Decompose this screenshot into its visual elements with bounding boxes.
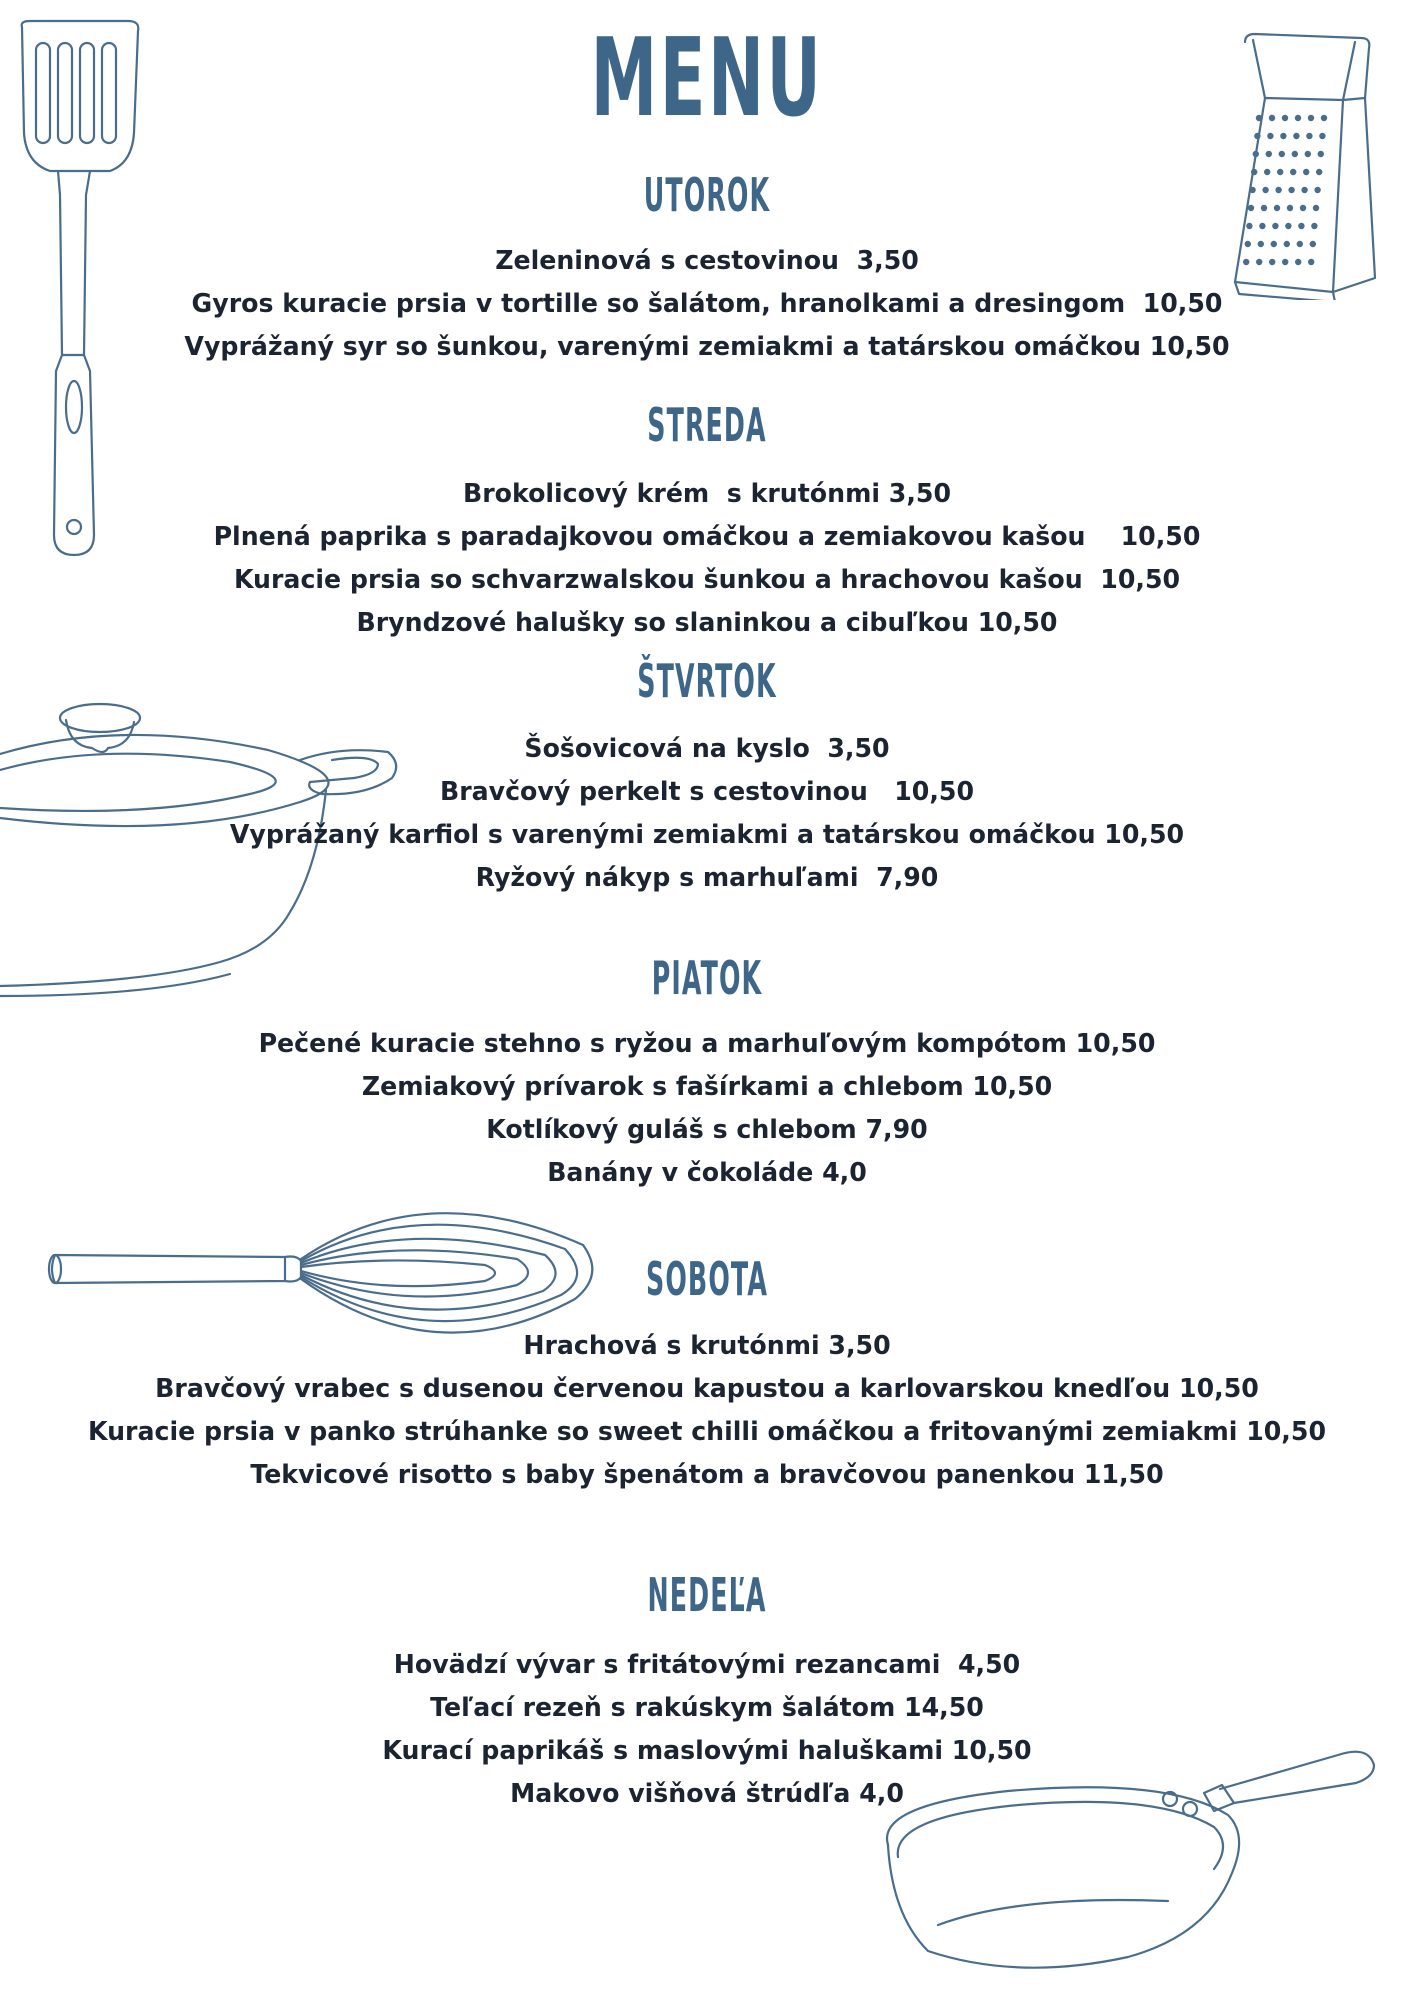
day-heading: UTOROK bbox=[643, 168, 771, 222]
menu-item: Kotlíkový guláš s chlebom 7,90 bbox=[486, 1115, 928, 1145]
menu-item: Kuracie prsia so schvarzwalskou šunkou a hrachovou kašou 10,50 bbox=[233, 565, 1181, 595]
menu-item: Kurací paprikáš s maslovými haluškami 10,50 bbox=[382, 1736, 1032, 1766]
menu-item: Hrachová s krutónmi 3,50 bbox=[523, 1331, 891, 1361]
page-title: MENU bbox=[590, 16, 824, 141]
menu-item: Hovädzí vývar s fritátovými rezancami 4,50 bbox=[393, 1650, 1021, 1680]
menu-item: Vyprážaný karfiol s varenými zemiakmi a tatárskou omáčkou 10,50 bbox=[229, 820, 1185, 850]
day-heading: PIATOK bbox=[651, 951, 763, 1005]
menu-item: Zeleninová s cestovinou 3,50 bbox=[495, 246, 919, 276]
menu-item: Kuracie prsia v panko strúhanke so sweet chilli omáčkou a fritovanými zemiakmi 10,50 bbox=[88, 1417, 1326, 1447]
menu-item: Bravčový perkelt s cestovinou 10,50 bbox=[439, 777, 975, 807]
menu-item: Bravčový vrabec s dusenou červenou kapustou a karlovarskou knedľou 10,50 bbox=[155, 1374, 1259, 1404]
menu-item: Makovo višňová štrúdľa 4,0 bbox=[510, 1779, 904, 1809]
menu-item: Pečené kuracie stehno s ryžou a marhuľovým kompótom 10,50 bbox=[258, 1029, 1156, 1059]
menu-item: Teľací rezeň s rakúskym šalátom 14,50 bbox=[430, 1693, 984, 1723]
menu-item: Banány v čokoláde 4,0 bbox=[547, 1158, 867, 1188]
menu-item: Ryžový nákyp s marhuľami 7,90 bbox=[475, 863, 939, 893]
menu-item: Zemiakový prívarok s fašírkami a chlebom 10,50 bbox=[361, 1072, 1053, 1102]
menu-item: Tekvicové risotto s baby špenátom a bravčovou panenkou 11,50 bbox=[250, 1460, 1164, 1490]
frying-pan-icon bbox=[868, 1745, 1388, 1975]
spatula-icon bbox=[0, 15, 160, 560]
menu-item: Šošovicová na kyslo 3,50 bbox=[524, 734, 890, 764]
menu-item: Plnená paprika s paradajkovou omáčkou a zemiakovou kašou 10,50 bbox=[213, 522, 1201, 552]
day-heading: STREDA bbox=[647, 398, 767, 452]
day-heading: ŠTVRTOK bbox=[637, 654, 777, 708]
day-heading: SOBOTA bbox=[646, 1252, 768, 1306]
menu-item: Gyros kuracie prsia v tortille so šalátom, hranolkami a dresingom 10,50 bbox=[191, 289, 1223, 319]
menu-item: Brokolicový krém s krutónmi 3,50 bbox=[462, 479, 952, 509]
menu-item: Bryndzové halušky so slaninkou a cibuľkou 10,50 bbox=[356, 608, 1058, 638]
menu-item: Vyprážaný syr so šunkou, varenými zemiakmi a tatárskou omáčkou 10,50 bbox=[184, 332, 1230, 362]
day-heading: NEDEĽA bbox=[647, 1568, 767, 1622]
